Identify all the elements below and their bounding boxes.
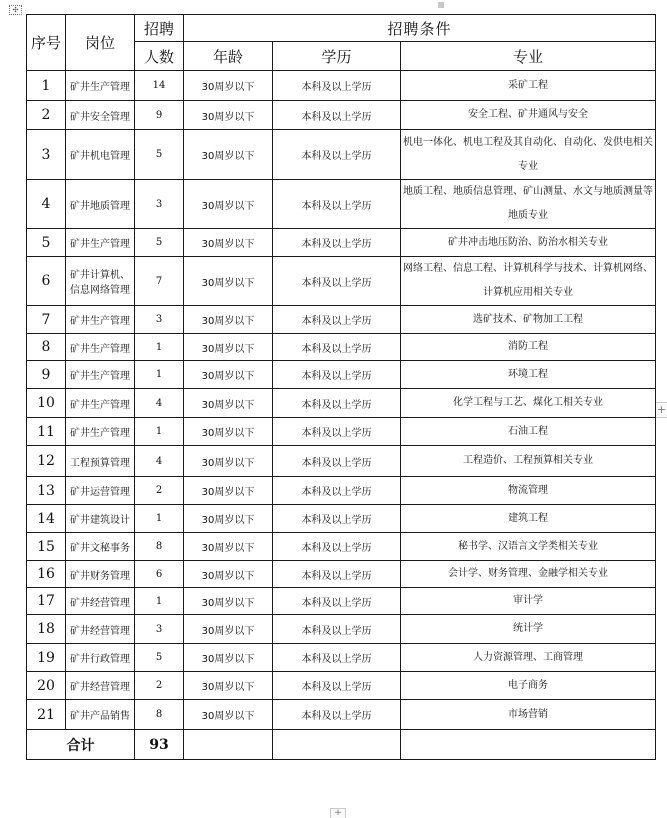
major-cell: 电子商务 [401,672,656,700]
header-recruit-count-line1: 招聘 [135,15,184,42]
age-cell: 30周岁以下 [184,644,273,672]
age-cell: 30周岁以下 [184,257,273,306]
seq-cell: 4 [27,180,66,229]
table-move-handle-icon[interactable]: ✣ [9,5,22,15]
seq-cell: 16 [27,561,66,588]
major-cell: 会计学、财务管理、金融学相关专业 [401,561,656,588]
education-cell: 本科及以上学历 [273,505,401,533]
count-cell: 5 [135,644,184,672]
major-cell: 矿井冲击地压防治、防治水相关专业 [401,229,656,257]
seq-cell: 20 [27,672,66,700]
count-cell: 2 [135,672,184,700]
count-cell: 5 [135,130,184,180]
table-row [27,672,656,700]
age-cell: 30周岁以下 [184,672,273,700]
education-cell: 本科及以上学历 [273,446,401,477]
position-cell: 矿井运营管理 [66,477,135,505]
table-row [27,561,656,588]
position-cell: 矿井财务管理 [66,561,135,588]
seq-cell: 1 [27,71,66,101]
empty-cell [184,730,273,760]
age-cell: 30周岁以下 [184,361,273,389]
position-cell: 矿井产品销售 [66,700,135,730]
major-cell: 建筑工程 [401,505,656,533]
seq-cell: 14 [27,505,66,533]
age-cell: 30周岁以下 [184,588,273,615]
major-cell: 消防工程 [401,334,656,361]
seq-cell: 18 [27,615,66,644]
count-cell: 1 [135,588,184,615]
seq-cell: 6 [27,257,66,306]
education-cell: 本科及以上学历 [273,533,401,561]
total-count: 93 [135,730,184,760]
table-row [27,334,656,361]
position-cell: 矿井经营管理 [66,615,135,644]
empty-cell [273,730,401,760]
recruitment-table [26,14,656,760]
header-education: 学历 [273,42,401,71]
position-cell: 矿井经营管理 [66,588,135,615]
position-cell: 矿井经营管理 [66,672,135,700]
education-cell: 本科及以上学历 [273,700,401,730]
header-major: 专业 [401,42,656,71]
age-cell: 30周岁以下 [184,130,273,180]
table-row [27,101,656,130]
count-cell: 6 [135,561,184,588]
age-cell: 30周岁以下 [184,505,273,533]
major-cell: 秘书学、汉语言文学类相关专业 [401,533,656,561]
education-cell: 本科及以上学历 [273,615,401,644]
position-cell: 矿井生产管理 [66,306,135,334]
count-cell: 1 [135,334,184,361]
seq-cell: 9 [27,361,66,389]
education-cell: 本科及以上学历 [273,130,401,180]
table-row [27,418,656,446]
position-cell: 矿井机电管理 [66,130,135,180]
total-row [27,730,656,760]
education-cell: 本科及以上学历 [273,361,401,389]
age-cell: 30周岁以下 [184,446,273,477]
count-cell: 4 [135,389,184,418]
position-cell: 矿井生产管理 [66,71,135,101]
table-row [27,361,656,389]
education-cell: 本科及以上学历 [273,418,401,446]
major-cell: 工程造价、工程预算相关专业 [401,446,656,477]
education-cell: 本科及以上学历 [273,257,401,306]
count-cell: 3 [135,306,184,334]
header-position: 岗位 [66,15,135,71]
position-cell: 矿井生产管理 [66,389,135,418]
count-cell: 8 [135,700,184,730]
count-cell: 4 [135,446,184,477]
table-row [27,389,656,418]
table-row [27,505,656,533]
count-cell: 1 [135,505,184,533]
seq-cell: 21 [27,700,66,730]
seq-cell: 3 [27,130,66,180]
header-row-top [27,15,656,42]
education-cell: 本科及以上学历 [273,477,401,505]
count-cell: 1 [135,418,184,446]
add-column-plus-icon[interactable]: + [656,403,667,416]
empty-cell [401,730,656,760]
count-cell: 3 [135,180,184,229]
position-cell: 矿井生产管理 [66,418,135,446]
table-row [27,257,656,306]
seq-cell: 10 [27,389,66,418]
table-row [27,700,656,730]
table-row [27,446,656,477]
seq-cell: 12 [27,446,66,477]
table-row [27,180,656,229]
age-cell: 30周岁以下 [184,615,273,644]
major-cell: 审计学 [401,588,656,615]
age-cell: 30周岁以下 [184,561,273,588]
major-cell: 石油工程 [401,418,656,446]
education-cell: 本科及以上学历 [273,71,401,101]
age-cell: 30周岁以下 [184,700,273,730]
education-cell: 本科及以上学历 [273,644,401,672]
table-row [27,306,656,334]
table-row [27,229,656,257]
education-cell: 本科及以上学历 [273,561,401,588]
seq-cell: 17 [27,588,66,615]
position-cell: 矿井生产管理 [66,334,135,361]
seq-cell: 5 [27,229,66,257]
major-cell: 机电一体化、机电工程及其自动化、自动化、发供电相关专业 [401,130,656,180]
position-cell: 矿井计算机、信息网络管理 [66,257,135,306]
position-cell: 矿井地质管理 [66,180,135,229]
count-cell: 5 [135,229,184,257]
education-cell: 本科及以上学历 [273,101,401,130]
position-cell: 矿井生产管理 [66,229,135,257]
count-cell: 7 [135,257,184,306]
major-cell: 安全工程、矿井通风与安全 [401,101,656,130]
major-cell: 统计学 [401,615,656,644]
education-cell: 本科及以上学历 [273,334,401,361]
major-cell: 采矿工程 [401,71,656,101]
education-cell: 本科及以上学历 [273,180,401,229]
seq-cell: 13 [27,477,66,505]
major-cell: 环境工程 [401,361,656,389]
position-cell: 矿井行政管理 [66,644,135,672]
age-cell: 30周岁以下 [184,71,273,101]
position-cell: 矿井安全管理 [66,101,135,130]
count-cell: 3 [135,615,184,644]
age-cell: 30周岁以下 [184,306,273,334]
total-label: 合计 [27,730,135,760]
education-cell: 本科及以上学历 [273,306,401,334]
header-conditions: 招聘条件 [184,15,656,42]
major-cell: 化学工程与工艺、煤化工相关专业 [401,389,656,418]
table-row [27,477,656,505]
table-row [27,71,656,101]
position-cell: 矿井生产管理 [66,361,135,389]
count-cell: 1 [135,361,184,389]
position-cell: 矿井文秘事务 [66,533,135,561]
table-row [27,533,656,561]
seq-cell: 15 [27,533,66,561]
education-cell: 本科及以上学历 [273,229,401,257]
table-row [27,615,656,644]
age-cell: 30周岁以下 [184,180,273,229]
header-recruit-count-line2: 人数 [135,42,184,71]
age-cell: 30周岁以下 [184,334,273,361]
major-cell: 市场营销 [401,700,656,730]
column-resize-marker[interactable] [438,2,444,8]
age-cell: 30周岁以下 [184,101,273,130]
table-row [27,130,656,180]
count-cell: 8 [135,533,184,561]
add-row-plus-icon[interactable]: + [330,808,346,818]
seq-cell: 11 [27,418,66,446]
major-cell: 地质工程、地质信息管理、矿山测量、水文与地质测量等地质专业 [401,180,656,229]
age-cell: 30周岁以下 [184,477,273,505]
seq-cell: 7 [27,306,66,334]
age-cell: 30周岁以下 [184,418,273,446]
seq-cell: 8 [27,334,66,361]
age-cell: 30周岁以下 [184,533,273,561]
education-cell: 本科及以上学历 [273,389,401,418]
major-cell: 人力资源管理、工商管理 [401,644,656,672]
major-cell: 物流管理 [401,477,656,505]
major-cell: 网络工程、信息工程、计算机科学与技术、计算机网络、计算机应用相关专业 [401,257,656,306]
table-row [27,644,656,672]
seq-cell: 19 [27,644,66,672]
header-seq: 序号 [27,15,66,71]
age-cell: 30周岁以下 [184,229,273,257]
header-age: 年龄 [184,42,273,71]
count-cell: 14 [135,71,184,101]
position-cell: 工程预算管理 [66,446,135,477]
education-cell: 本科及以上学历 [273,588,401,615]
count-cell: 9 [135,101,184,130]
major-cell: 选矿技术、矿物加工工程 [401,306,656,334]
count-cell: 2 [135,477,184,505]
position-cell: 矿井建筑设计 [66,505,135,533]
table-row [27,588,656,615]
education-cell: 本科及以上学历 [273,672,401,700]
age-cell: 30周岁以下 [184,389,273,418]
seq-cell: 2 [27,101,66,130]
